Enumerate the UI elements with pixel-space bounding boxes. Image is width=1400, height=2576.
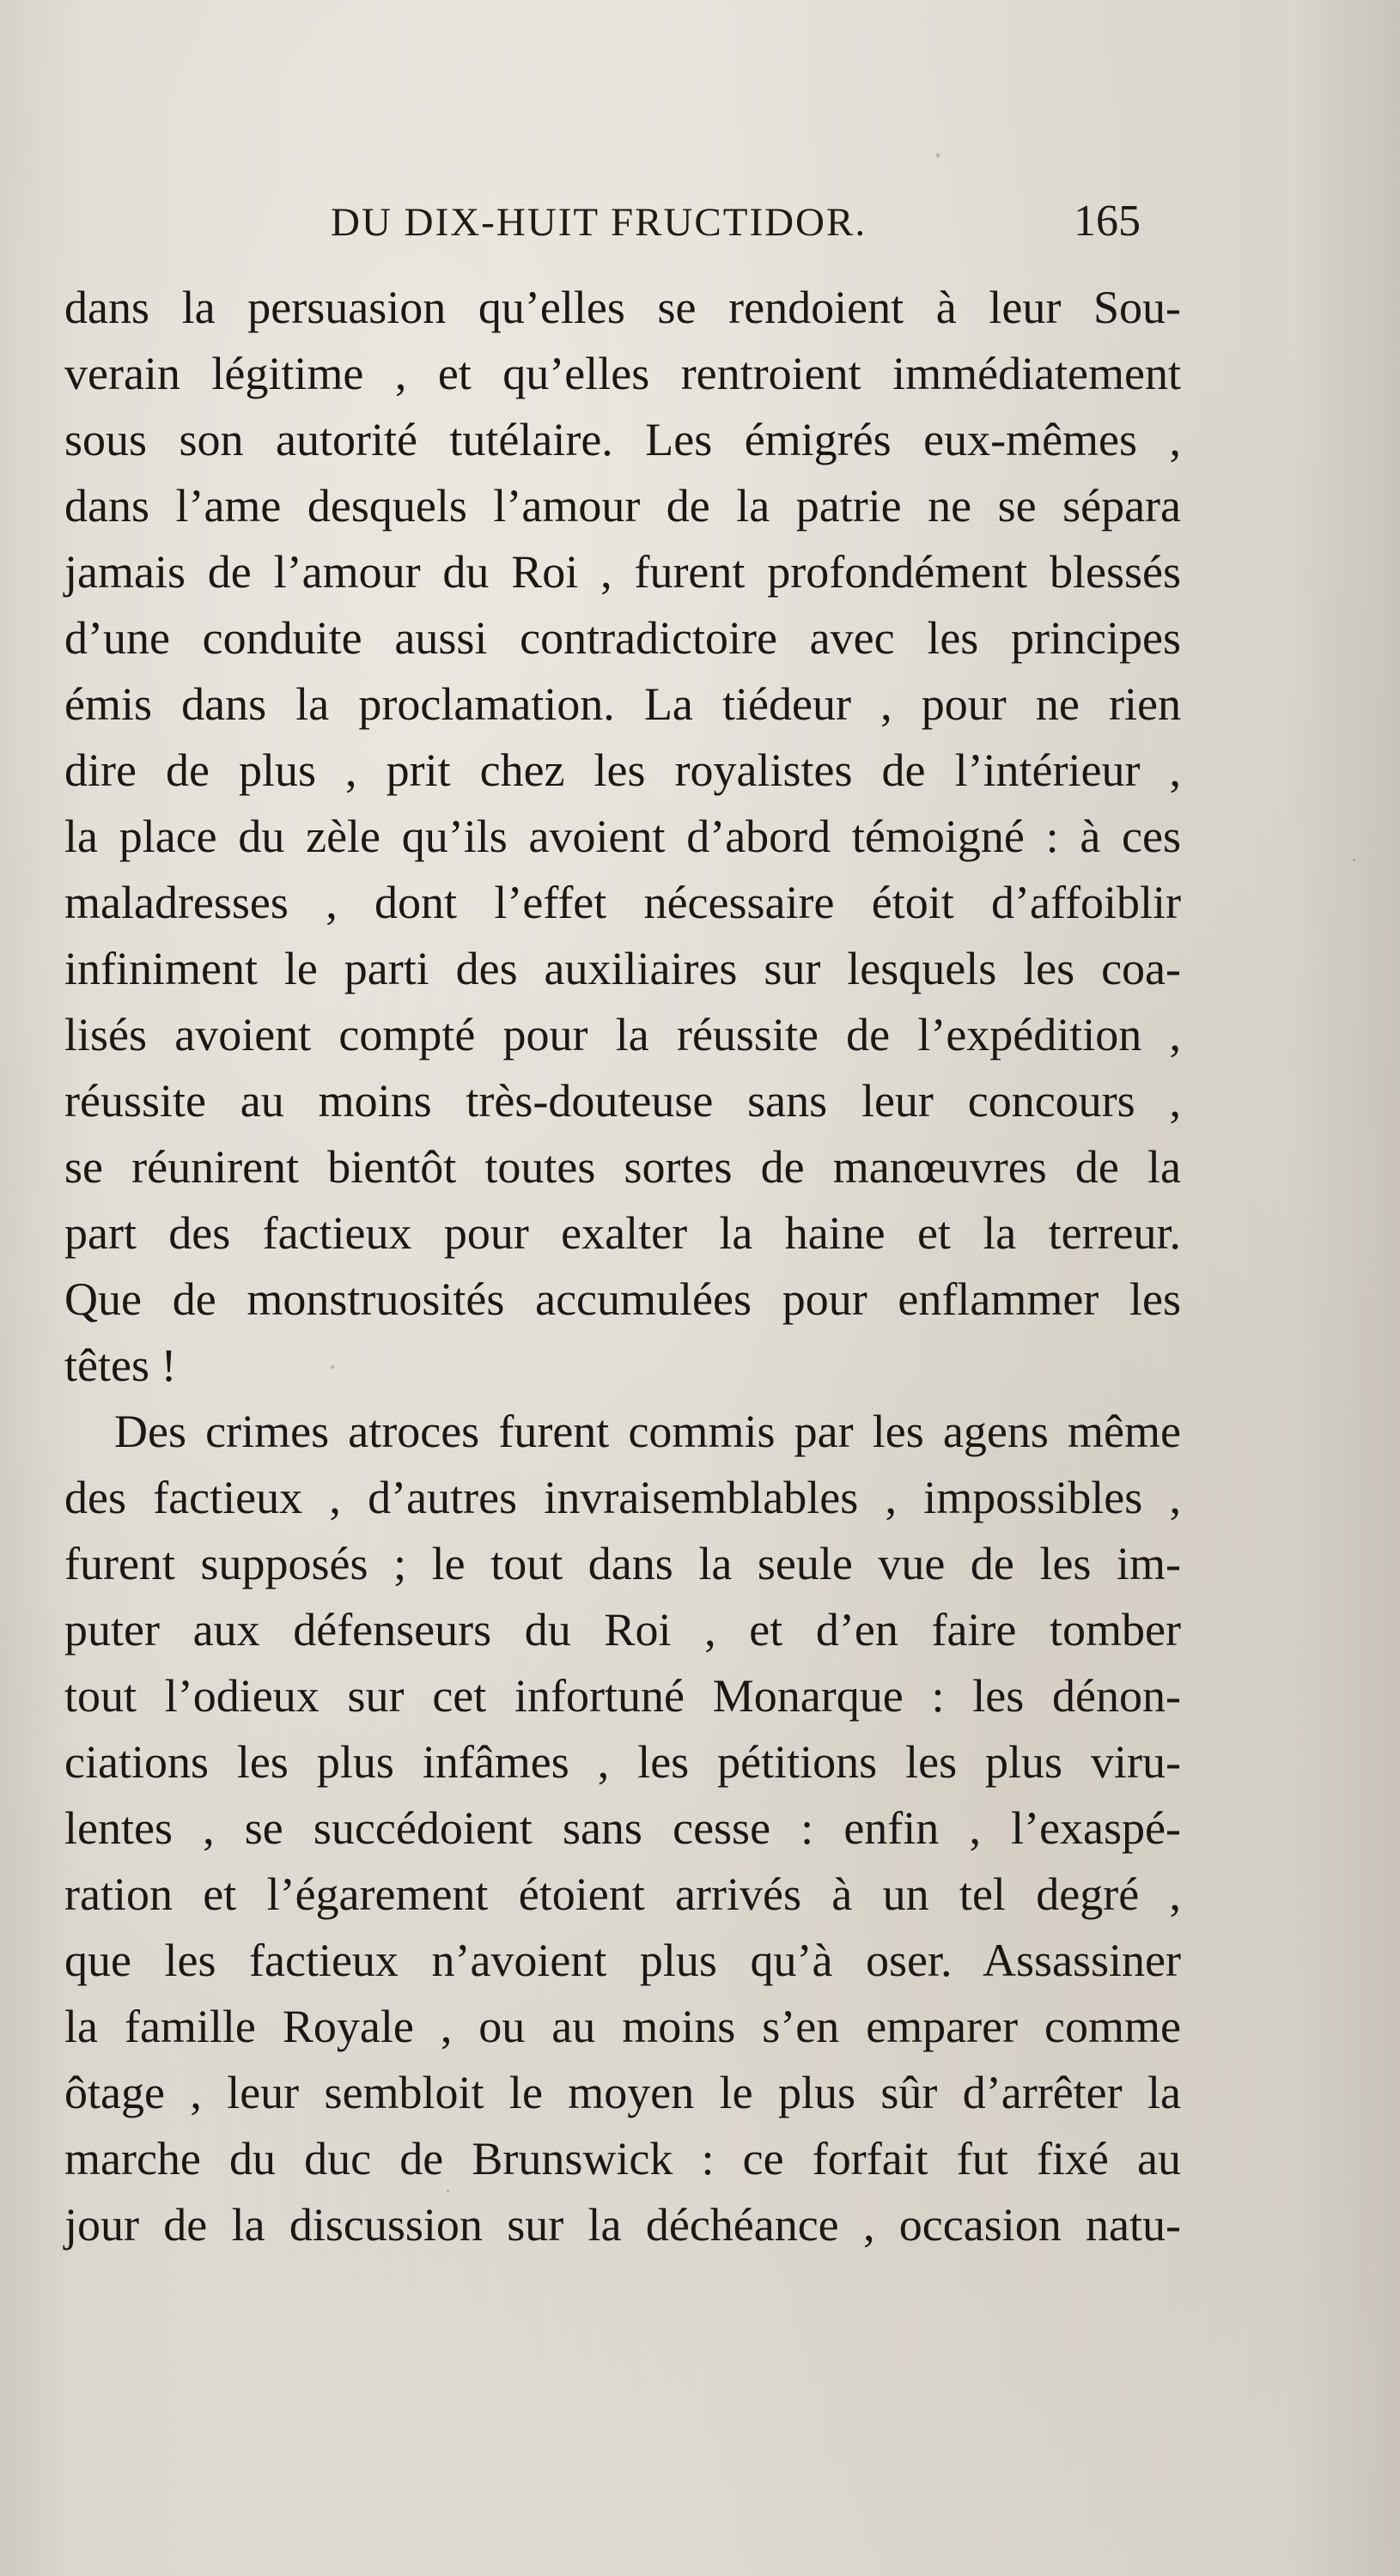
text-line: que les factieux n’avoient plus qu’à oser. Assassiner — [64, 1935, 1181, 1986]
text-line: Que de monstruosités accumulées pour enflammer les — [64, 1273, 1181, 1325]
text-line: furent supposés ; le tout dans la seule vue de les im- — [64, 1538, 1181, 1589]
text-line: jamais de l’amour du Roi , furent profondément blessés — [64, 546, 1181, 598]
text-line: jour de la discussion sur la déchéance , occasion natu- — [64, 2199, 1181, 2251]
text-line: puter aux défenseurs du Roi , et d’en faire tomber — [64, 1604, 1181, 1656]
text-line: des factieux , d’autres invraisemblables , impossibles , — [64, 1472, 1181, 1523]
text-line: dire de plus , prit chez les royalistes de l’intérieur , — [64, 744, 1181, 796]
text-line: lisés avoient compté pour la réussite de l’expédition , — [64, 1009, 1181, 1060]
text-line: part des factieux pour exalter la haine et la terreur. — [64, 1207, 1181, 1259]
text-line: émis dans la proclamation. La tiédeur , pour ne rien — [64, 678, 1181, 730]
page-number: 165 — [1074, 197, 1141, 246]
text-line: la famille Royale , ou au moins s’en emparer comme — [64, 2001, 1181, 2052]
paper-speck — [936, 153, 940, 158]
text-line: verain légitime , et qu’elles rentroient immédiatement — [64, 348, 1181, 399]
text-line: ôtage , leur sembloit le moyen le plus sûr d’arrêter la — [64, 2067, 1181, 2118]
text-line: lentes , se succédoient sans cesse : enfin , l’exaspé- — [64, 1802, 1181, 1854]
body-text — [64, 275, 1181, 2258]
text-line: la place du zèle qu’ils avoient d’abord témoigné : à ces — [64, 811, 1181, 862]
text-line: Des crimes atroces furent commis par les agens même — [114, 1406, 1181, 1457]
text-line: maladresses , dont l’effet nécessaire étoit d’affoiblir — [64, 877, 1181, 928]
text-line: d’une conduite aussi contradictoire avec les principes — [64, 612, 1181, 664]
text-line: tout l’odieux sur cet infortuné Monarque : les dénon- — [64, 1670, 1181, 1722]
text-line: ration et l’égarement étoient arrivés à un tel degré , — [64, 1868, 1181, 1920]
text-line: dans la persuasion qu’elles se rendoient à leur Sou- — [64, 282, 1181, 333]
text-line: ciations les plus infâmes , les pétitions les plus viru- — [64, 1736, 1181, 1788]
paper-speck — [1353, 859, 1355, 861]
text-line: marche du duc de Brunswick : ce forfait fut fixé au — [64, 2133, 1181, 2184]
text-line: se réunirent bientôt toutes sortes de manœuvres de la — [64, 1141, 1181, 1193]
text-line: têtes ! — [64, 1340, 177, 1391]
page-header — [0, 199, 1400, 259]
paragraph-2 — [64, 1399, 1181, 2258]
running-head: DU DIX-HUIT FRUCTIDOR. — [331, 200, 867, 245]
text-line: sous son autorité tutélaire. Les émigrés eux-mêmes , — [64, 414, 1181, 465]
paragraph-1 — [64, 275, 1181, 1399]
text-line: infiniment le parti des auxiliaires sur lesquels les coa- — [64, 943, 1181, 994]
text-line: dans l’ame desquels l’amour de la patrie ne se sépara — [64, 480, 1181, 532]
text-line: réussite au moins très-douteuse sans leur concours , — [64, 1075, 1181, 1127]
